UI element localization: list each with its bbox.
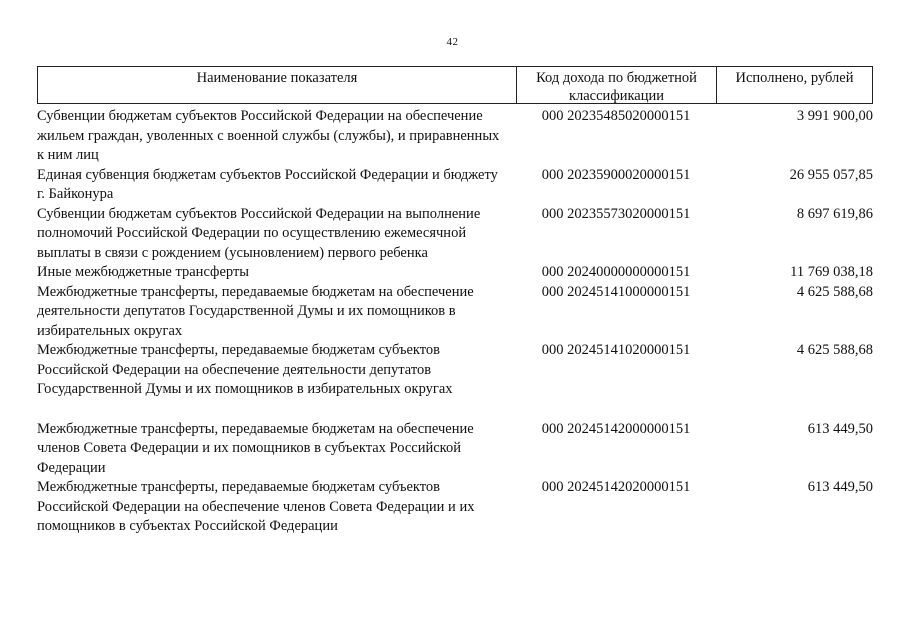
row-amount: 26 955 057,85 (789, 166, 873, 183)
row-name: Межбюджетные трансферты, передаваемые бюджетам на обеспечение деятельности депутатов Государственной Думы и их помощников в избирательных округах (37, 283, 474, 339)
row-name: Иные межбюджетные трансферты (37, 264, 250, 280)
row-name: Субвенции бюджетам субъектов Российской Федерации на выполнение полномочий Российской Федерации по осуществлению ежемесячной выплаты в связи с рождением (усыновлением) первого ребенка (37, 205, 481, 261)
row-name: Межбюджетные трансферты, передаваемые бюджетам на обеспечение членов Совета Федерации и их помощников в субъектах Российской Федерации (37, 420, 474, 476)
table-row (37, 478, 877, 537)
row-name: Единая субвенция бюджетам субъектов Российской Федерации и бюджету г. Байконура (37, 166, 498, 202)
row-amount: 3 991 900,00 (796, 108, 873, 124)
row-amount: 4 625 588,68 (796, 283, 873, 300)
table-row (37, 341, 877, 400)
row-code: 000 20245141020000151 (541, 342, 691, 358)
table-body (37, 107, 877, 537)
row-code: 000 20245141000000151 (541, 283, 691, 300)
row-name: Субвенции бюджетам субъектов Российской Федерации на обеспечение жильем граждан, уволенных с военной службы (службы), и приравненных к ним лиц (37, 108, 500, 163)
table-row (37, 420, 877, 479)
header-amount: Исполнено, рублей (735, 70, 854, 86)
header-code: Код дохода по бюджетной классификации (517, 67, 717, 103)
table-row (37, 205, 877, 264)
row-code: 000 20245142020000151 (541, 479, 691, 495)
row-amount: 613 449,50 (807, 420, 873, 437)
table-header (37, 66, 873, 104)
row-name: Межбюджетные трансферты, передаваемые бюджетам субъектов Российской Федерации на обеспечение членов Совета Федерации и их помощников в субъектах Российской Федерации (37, 479, 475, 534)
table-row (37, 283, 877, 342)
table-row (37, 263, 877, 283)
row-amount: 8 697 619,86 (796, 205, 873, 222)
row-code: 000 20245142000000151 (541, 420, 691, 437)
table-row (37, 107, 877, 166)
header-name: Наименование показателя (38, 67, 517, 103)
row-name: Межбюджетные трансферты, передаваемые бюджетам субъектов Российской Федерации на обеспечение деятельности депутатов Государственной Думы и их помощников в избирательных округах (37, 342, 453, 397)
row-amount: 4 625 588,68 (796, 342, 873, 358)
page-number: 42 (446, 36, 459, 48)
row-code: 000 20235900020000151 (541, 166, 691, 183)
table-row (37, 166, 877, 205)
row-amount: 11 769 038,18 (790, 264, 873, 280)
row-code: 000 20235485020000151 (541, 108, 691, 124)
row-code: 000 20235573020000151 (541, 205, 691, 222)
row-code: 000 20240000000000151 (541, 264, 691, 280)
row-amount: 613 449,50 (807, 479, 873, 495)
